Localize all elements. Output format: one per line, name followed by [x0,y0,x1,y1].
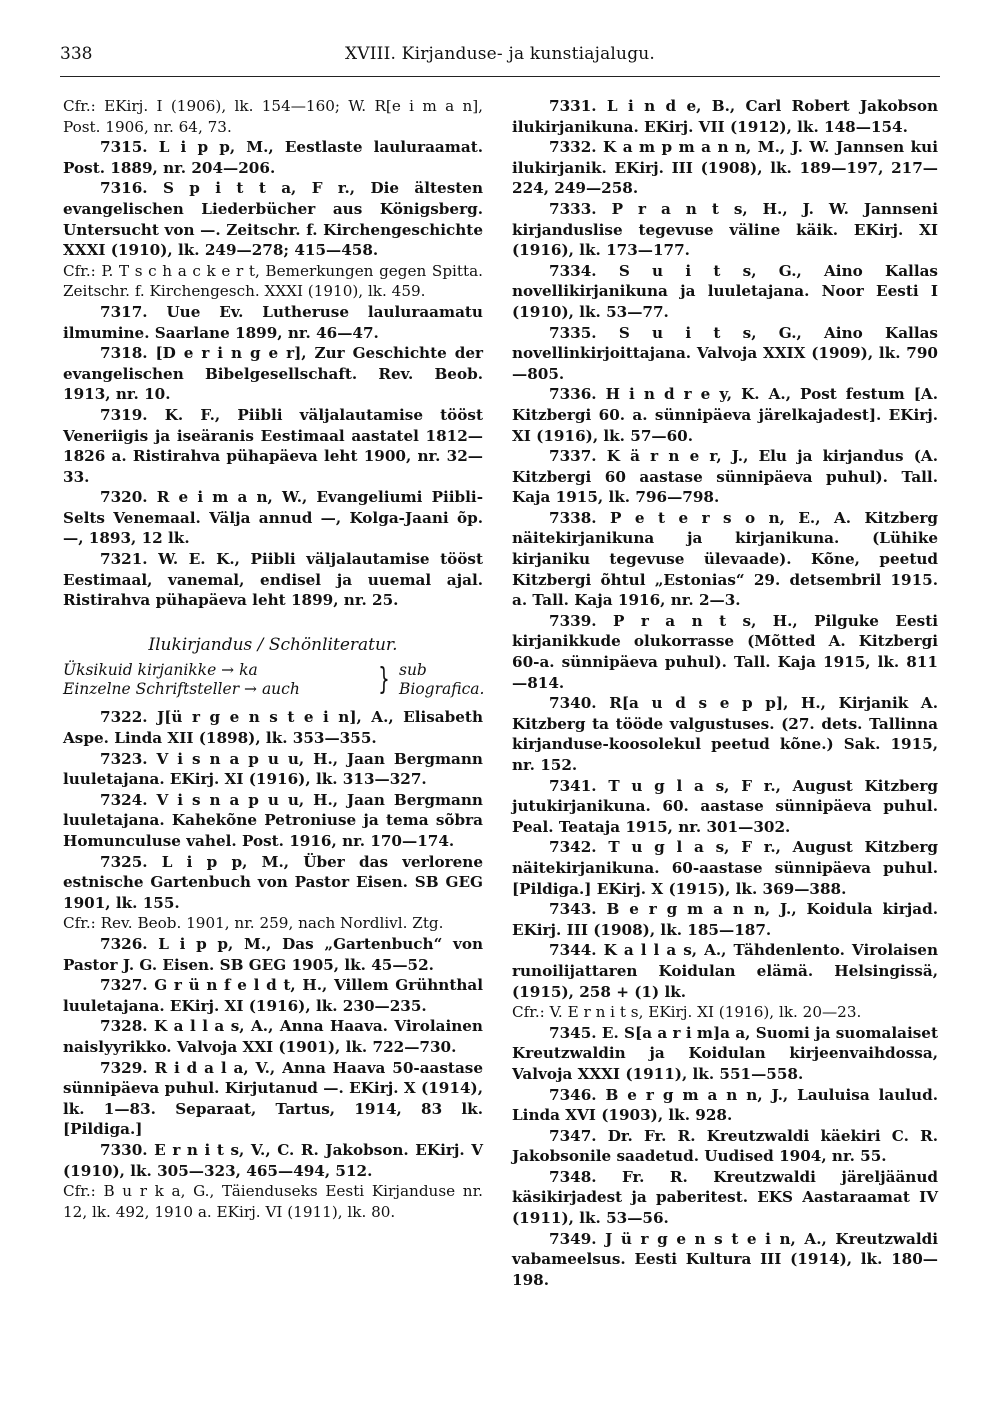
entry-text: S u i t s, G., Aino Kallas novellinkirjoittajana. Valvoja XXIX (1909), lk. 790—805. [512,323,938,383]
bibliography-entry [63,549,483,611]
entry-text: Uue Ev. Lutheruse lauluraamatu ilmumine. Saarlane 1899, nr. 46—47. [63,302,483,342]
entry-number: 7337. [549,447,607,466]
cfr-note [63,261,483,302]
entry-text: K. F., Piibli väljalautamise tööst Veneriigis ja iseäranis Eestimaal aastatel 1812—1826 a. Ristirahva pühapäeva leht 1900, nr. 32—33. [63,405,483,486]
entry-number: 7330. [100,1140,155,1159]
entry-text: T u g l a s, F r., August Kitzberg jutukirjanikuna. 60. aastase sünnipäeva puhul. Peal. Teataja 1915, nr. 301—302. [512,776,938,836]
entry-number: 7323. [100,749,157,768]
entry-text: K ä r n e r, J., Elu ja kirjandus (A. Kitzbergi 60 aastase sünnipäeva puhul). Tall. Kaja 1915, lk. 796—798. [512,447,938,507]
section-subheading [63,661,483,699]
right-entries [512,96,938,1290]
bibliography-entry [63,1058,483,1140]
cfr-note [63,96,483,137]
entry-number: 7318. [100,344,156,363]
entry-number: 7349. [549,1229,606,1248]
bibliography-entry [512,1167,938,1229]
entry-number: 7326. [100,934,159,953]
running-title: XVIII. Kirjanduse- ja kunstiajalugu. [344,44,656,64]
cfr-note [512,1002,938,1023]
bibliography-entry [512,384,938,446]
bibliography-entry [512,940,938,1002]
entry-number: 7338. [549,508,611,527]
bibliography-entry [63,343,483,405]
entry-number: 7329. [100,1058,155,1077]
entry-text: L i p p, M., Über das verlorene estnische Gartenbuch von Pastor Eisen. SB GEG 1901, lk. 155. [63,852,483,912]
bibliography-entry [512,1229,938,1291]
entry-text: W. E. K., Piibli väljalautamise tööst Eestimaal, vanemal, endisel ja uuemal ajal. Ristirahva pühapäeva leht 1899, nr. 25. [63,550,483,610]
bibliography-entry [512,508,938,611]
page-header [60,40,940,77]
subheading-right-2: Biografica. [399,680,485,699]
bibliography-entry [512,446,938,508]
entry-text: P e t e r s o n, E., A. Kitzberg näitekirjanikuna ja kirjanikuna. (Lühike kirjaniku tegevuse ülevaade). Kõne, peetud Kitzbergi õhtul „Estonias“ 29. detsembril 1915. a. Tall. Kaja 1916, nr. 2—3. [512,508,938,610]
entry-text: B e r g m a n n, J., Koidula kirjad. EKirj. III (1908), lk. 185—187. [512,900,938,939]
entry-text: J[ü r g e n s t e i n], A., Elisabeth Aspe. Linda XII (1898), lk. 353—355. [63,708,483,748]
entry-text: E r n i t s, V., C. R. Jakobson. EKirj. V (1910), lk. 305—323, 465—494, 512. [63,1140,483,1180]
left-column [63,96,483,1222]
entry-text: K a l l a s, A., Tähdenlento. Virolaisen runoilijattaren Koidulan elämä. Helsingissä, (1915), 258 + (1) lk. [512,941,938,1001]
section-heading: Ilukirjandus / Schönliteratur. [148,634,398,655]
entry-number: 7334. [549,261,619,280]
bibliography-entry [512,776,938,838]
entry-text: H i n d r e y, K. A., Post festum [A. Kitzbergi 60. a. sünnipäeva järelkajadest]. EKirj. XI (1916), lk. 57—60. [512,385,938,445]
entry-number: 7344. [549,941,604,960]
entry-number: 7347. [549,1126,608,1145]
entry-number: 7322. [100,708,158,727]
bibliography-entry [63,487,483,549]
bibliography-entry [63,1016,483,1057]
entry-number: 7346. [549,1085,606,1104]
bibliography-entry [63,790,483,852]
entry-text: B e r g m a n n, J., Lauluisa laulud. Linda XVI (1903), lk. 928. [512,1085,938,1125]
entry-text: L i p p, M., Das „Gartenbuch“ von Pastor J. G. Eisen. SB GEG 1905, lk. 45—52. [63,934,483,974]
entry-text: V i s n a p u u, H., Jaan Bergmann luuletajana. EKirj. XI (1916), lk. 313—327. [63,749,483,789]
entry-text: Fr. R. Kreutzwaldi järeljäänud käsikirjadest ja paberitest. EKS Aastaraamat IV (1911), lk. 53—56. [512,1167,938,1228]
entry-number: 7332. [549,138,604,157]
entry-text: Cfr.: B u r k a, G., Täienduseks Eesti Kirjanduse nr. 12, lk. 492, 1910 a. EKirj. VI (1911), lk. 80. [63,1182,483,1221]
bibliography-entry [512,611,938,693]
entry-text: L i n d e, B., Carl Robert Jakobson ilukirjanikuna. EKirj. VII (1912), lk. 148—154. [512,97,938,136]
entry-text: Cfr.: V. E r n i t s, EKirj. XI (1916), lk. 20—23. [512,1003,862,1022]
bibliography-entry [512,261,938,323]
entry-text: Dr. Fr. R. Kreutzwaldi käekiri C. R. Jakobsonile saadetud. Uudised 1904, nr. 55. [512,1126,938,1166]
entry-text: T u g l a s, F r., August Kitzberg näitekirjanikuna. 60-aastase sünnipäeva puhul. [Pildiga.] EKirj. X (1915), lk. 369—388. [512,838,938,898]
right-column [512,96,938,1290]
brace-symbol: } [378,662,390,698]
entry-text: E. S[a a r i m]a a, Suomi ja suomalaiset Kreutzwaldin ja Koidulan kirjeenvaihdossa, Valvoja XXXI (1911), lk. 551—558. [512,1023,938,1083]
bibliography-entry [512,693,938,775]
entry-number: 7328. [100,1017,155,1036]
entry-number: 7333. [549,199,612,218]
cfr-note [63,913,483,934]
subheading-line-1: Üksikuid kirjanikke → ka [63,661,258,680]
bibliography-entry [512,199,938,261]
entry-number: 7315. [100,138,159,157]
entry-text: S p i t t a, F r., Die ältesten evangelischen Liederbücher aus Königsberg. Untersucht von —. Zeitschr. f. Kirchengeschichte XXXI (1910), lk. 249—278; 415—458. [63,179,483,260]
bibliography-entry [512,1023,938,1085]
entry-number: 7321. [100,550,159,569]
entry-text: P r a n t s, H., J. W. Jannseni kirjanduslise tegevuse väline käik. EKirj. XI (1916), lk. 173—177. [512,199,938,260]
entry-text: V i s n a p u u, H., Jaan Bergmann luuletajana. Kahekõne Petroniuse ja tema sõbra Homunculuse vahel. Post. 1916, nr. 170—174. [63,790,483,850]
entry-text: [D e r i n g e r], Zur Geschichte der evangelischen Bibelgesellschaft. Rev. Beob. 1913, nr. 10. [63,344,483,404]
bibliography-entry [63,178,483,260]
entry-number: 7317. [100,302,167,321]
entry-number: 7341. [549,776,609,795]
entry-text: K a m p m a n n, M., J. W. Jannsen kui ilukirjanik. EKirj. III (1908), lk. 189—197, 217—224, 249—258. [512,138,938,198]
entry-text: L i p p, M., Eestlaste lauluraamat. Post. 1889, nr. 204—206. [63,138,483,177]
entry-number: 7343. [549,900,607,919]
entry-text: Cfr.: Rev. Beob. 1901, nr. 259, nach Nordlivl. Ztg. [63,914,444,933]
entry-text: S u i t s, G., Aino Kallas novellikirjanikuna ja luuletajana. Noor Eesti I (1910), lk. 53—77. [512,261,938,321]
entry-text: G r ü n f e l d t, H., Villem Grühnthal luuletajana. EKirj. XI (1916), lk. 230—235. [63,976,483,1015]
entry-text: Cfr.: P. T s c h a c k e r t, Bemerkungen gegen Spitta. Zeitschr. f. Kirchengesch. XXXI (1910), lk. 459. [63,261,483,301]
bibliography-entry [63,302,483,343]
bibliography-entry [63,749,483,790]
bibliography-entry [63,405,483,487]
entry-number: 7319. [100,405,165,424]
entry-number: 7339. [549,611,613,630]
left-entries-top [63,96,483,611]
entry-number: 7335. [549,323,619,342]
bibliography-entry [512,899,938,940]
entry-number: 7345. [549,1023,602,1042]
entry-number: 7325. [100,852,162,871]
bibliography-entry [512,96,938,137]
entry-text: Cfr.: EKirj. I (1906), lk. 154—160; W. R[e i m a n], Post. 1906, nr. 64, 73. [63,97,483,136]
left-entries-bottom [63,707,483,1222]
bibliography-entry [63,852,483,914]
entry-number: 7324. [100,790,157,809]
entry-number: 7327. [100,976,155,995]
bibliography-entry [512,1085,938,1126]
bibliography-entry [63,137,483,178]
page-number: 338 [60,44,93,64]
subheading-right-1: sub [399,661,427,680]
entry-text: K a l l a s, A., Anna Haava. Virolainen naislyyrikko. Valvoja XXI (1901), lk. 722—730. [63,1017,483,1056]
bibliography-entry [63,975,483,1016]
bibliography-entry [512,837,938,899]
entry-number: 7340. [549,694,610,713]
entry-text: J ü r g e n s t e i n, A., Kreutzwaldi vabameelsus. Eesti Kultura III (1914), lk. 180—198. [512,1229,938,1289]
bibliography-entry [63,1140,483,1181]
bibliography-entry [512,137,938,199]
bibliography-entry [63,707,483,748]
entry-number: 7348. [549,1167,623,1186]
entry-number: 7336. [549,385,606,404]
entry-number: 7316. [100,179,163,198]
entry-text: R i d a l a, V., Anna Haava 50-aastase sünnipäeva puhul. Kirjutanud —. EKirj. X (1914), lk. 1—83. Separaat, Tartus, 1914, 83 lk. [Pildiga.] [63,1058,483,1139]
entry-text: R e i m a n, W., Evangeliumi Piibli-Selts Venemaal. Välja annud —, Kolga-Jaani õp. —, 1893, 12 lk. [63,488,483,548]
entry-number: 7342. [549,838,609,857]
entry-text: P r a n t s, H., Pilguke Eesti kirjanikkude olukorrasse (Mõtted A. Kitzbergi 60-a. sünnipäeva puhul). Tall. Kaja 1915, lk. 811—814. [512,611,938,692]
entry-number: 7331. [549,97,607,115]
entry-text: R[a u d s e p p], H., Kirjanik A. Kitzberg ta tööde valgustuses. (27. dets. Tallinna kirjanduse-koosolekul peetud kõne.) Sak. 1915, nr. 152. [512,694,938,774]
bibliography-entry [63,934,483,975]
subheading-line-2: Einzelne Schriftsteller → auch [63,680,300,699]
bibliography-entry [512,1126,938,1167]
cfr-note [63,1181,483,1222]
bibliography-entry [512,323,938,385]
entry-number: 7320. [100,488,157,507]
